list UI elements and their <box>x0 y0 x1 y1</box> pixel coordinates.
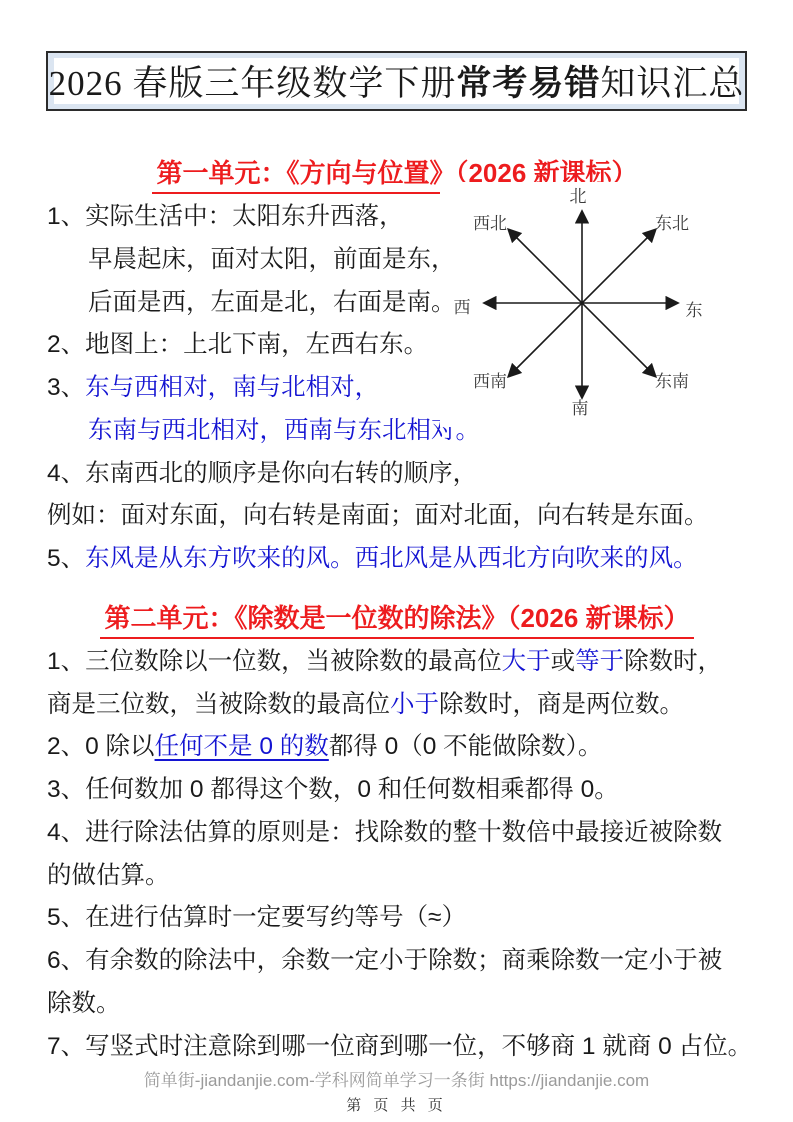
s2-item6-line2: 除数。 <box>47 989 121 1017</box>
s1-item3-number: 3、 <box>47 374 86 401</box>
s2-item1-blue-less: 小于 <box>390 690 439 718</box>
s1-item5 <box>47 538 747 581</box>
compass-label-east: 东 <box>685 301 703 320</box>
s1-item3-blue-text: 东与西相对，南与北相对， <box>85 374 380 401</box>
s2-item1-line2 <box>47 684 747 727</box>
footer-site-line: 简单街-jiandanjie.com-学科网简单学习一条街 https://jiandanjie.com <box>143 1071 650 1090</box>
s2-item2-a: 2、0 除以 <box>47 733 155 761</box>
s1-item2: 2、地图上：上北下南，左西右东。 <box>47 331 429 359</box>
s1-item5-blue-text: 东风是从东方吹来的风。西北风是从西北方向吹来的风。 <box>85 545 698 572</box>
s2-item2 <box>47 726 747 769</box>
s2-item1-a: 1、三位数除以一位数，当被除数的最高位 <box>47 647 502 675</box>
s2-item6-line1: 6、有余数的除法中，余数一定小于除数；商乘除数一定小于被 <box>47 947 723 974</box>
section1-heading-text: 第一单元：《方向与位置》（2026 新课标） <box>152 158 641 194</box>
s2-item1-blue-equal: 等于 <box>575 647 625 675</box>
title-part1: 2026 春版三年级数学下册 <box>48 64 457 103</box>
s2-item1-b: 或 <box>550 647 576 675</box>
s2-item3: 3、任何数加 0 都得这个数，0 和任何数相乘都得 0。 <box>47 776 619 803</box>
s2-item5: 5、在进行估算时一定要写约等号（≈） <box>47 904 467 932</box>
compass-label-southwest: 西南 <box>473 372 507 391</box>
s2-item2-b: 都得 0（0 不能做除数）。 <box>328 733 603 761</box>
s1-item1-line1: 1、实际生活中：太阳东升西落， <box>47 203 404 230</box>
s2-item1-line1 <box>47 641 747 684</box>
compass-label-north: 北 <box>569 187 587 206</box>
compass-label-west: 西 <box>453 298 471 317</box>
s1-item1-line2: 早晨起床，面对太阳，前面是东， <box>88 245 456 273</box>
section2-heading <box>47 595 747 641</box>
title-bold-part: 常考易错 <box>456 64 601 103</box>
compass-label-northwest: 西北 <box>473 214 507 233</box>
compass-label-south: 南 <box>571 399 589 418</box>
s2-item1-blue-greater: 大于 <box>501 647 551 675</box>
s2-item4-line1: 4、进行除法估算的原则是：找除数的整十数倍中最接近被除数 <box>47 818 723 846</box>
s1-item4-line1: 4、东南西北的顺序是你向右转的顺序， <box>47 459 478 487</box>
s2-item2-blue-underlined: 任何不是 0 的数 <box>154 733 329 761</box>
section2-heading-text: 第二单元：《除数是一位数的除法》（2026 新课标） <box>100 603 693 639</box>
s1-item3-blue-text2: 东南与西北相对，西南与东北相对。 <box>88 416 480 444</box>
s2-item1-c: 除数时， <box>624 647 723 675</box>
s2-item1-e: 除数时，商是两位数。 <box>439 690 684 718</box>
s2-item4-line2: 的做估算。 <box>47 861 170 889</box>
page-title <box>48 58 745 104</box>
compass-label-northeast: 东北 <box>655 214 689 233</box>
s1-item1-line3: 后面是西，左面是北，右面是南。 <box>88 288 456 316</box>
title-part2: 知识汇总 <box>600 64 745 103</box>
s2-item7: 7、写竖式时注意除到哪一位商到哪一位，不够商 1 就商 0 占位。 <box>47 1032 753 1060</box>
footer-page-indicator: 第 页 共 页 <box>346 1097 447 1114</box>
s1-item5-number: 5、 <box>47 545 86 572</box>
s2-item1-d: 商是三位数，当被除数的最高位 <box>47 690 390 718</box>
s1-item4-line2: 例如：面对东面，向右转是南面；面对北面，向右转是东面。 <box>47 502 709 530</box>
compass-diagram <box>440 182 760 427</box>
title-banner <box>46 51 747 111</box>
compass-label-southeast: 东南 <box>655 372 689 391</box>
